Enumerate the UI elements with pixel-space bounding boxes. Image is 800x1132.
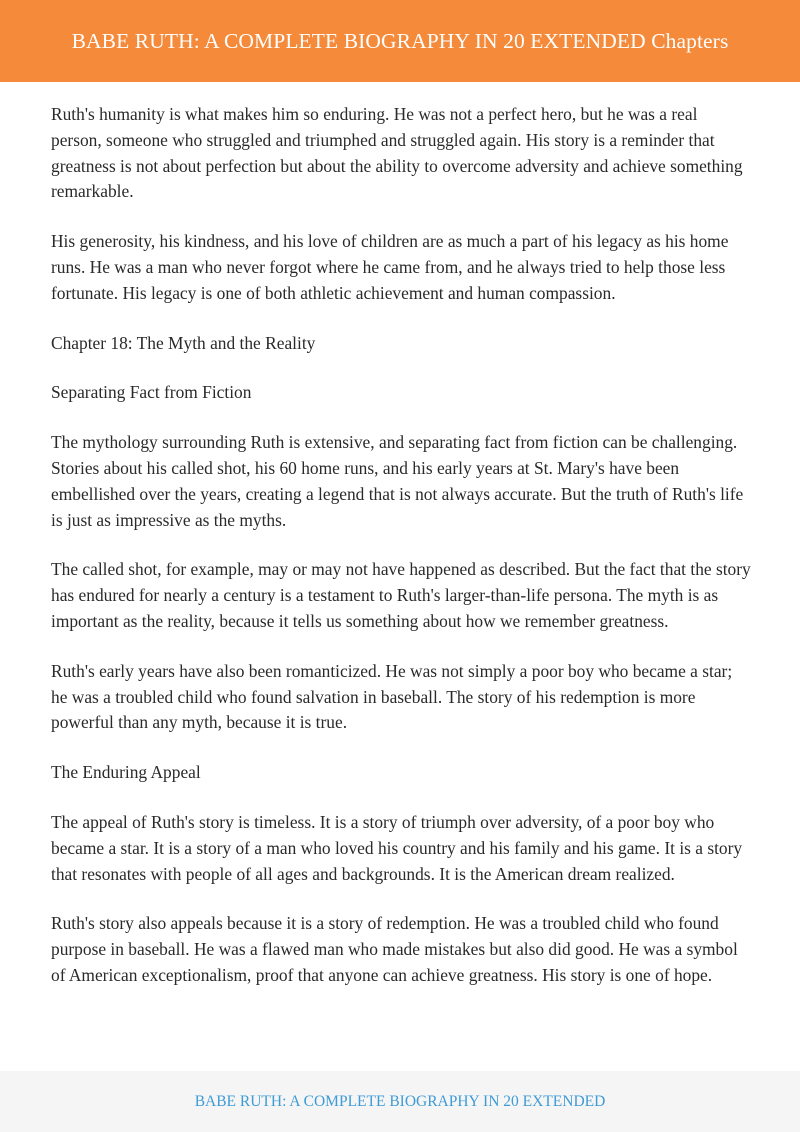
paragraph: Ruth's early years have also been romanticized. He was not simply a poor boy who became a star; he was a troubled child who found salvation in baseball. The story of his redemption is more powerful than any myth, because it is true. [51,660,733,733]
paragraph: Ruth's humanity is what makes him so enduring. He was not a perfect hero, but he was a real person, someone who struggled and triumphed and struggled again. His story is a reminder that greatness is not about perfection but about the ability to overcome adversity and achieve something remarkable. [51,104,743,202]
paragraph: The appeal of Ruth's story is timeless. It is a story of triumph over adversity, of a poor boy who became a star. It is a story of a man who loved his country and his family and his game. It is a story that resonates with people of all ages and backgrounds. It is the American dream realized. [51,811,743,884]
footer-text: BABE RUTH: A COMPLETE BIOGRAPHY IN 20 EXTENDED [194,1092,606,1110]
paragraph: The mythology surrounding Ruth is extensive, and separating fact from fiction can be challenging. Stories about his called shot, his 60 home runs, and his early years at St. Mary's have been embellished over the years, creating a legend that is not always accurate. But the truth of Ruth's life is just as impressive as the myths. [51,432,744,530]
chapter-heading: Chapter 18: The Myth and the Reality [51,332,316,353]
page-footer [0,1071,800,1132]
paragraph: His generosity, his kindness, and his love of children are as much a part of his legacy as his home runs. He was a man who never forgot where he came from, and he always tried to help those less fortunate. His legacy is one of both athletic achievement and human compassion. [51,231,729,303]
section-heading: The Enduring Appeal [51,762,201,783]
paragraph: The called shot, for example, may or may not have happened as described. But the fact that the story has endured for nearly a century is a testament to Ruth's larger-than-life persona. The myth is as important as the reality, because it tells us something about how we remember greatness. [51,559,751,631]
section-heading: Separating Fact from Fiction [51,382,252,403]
header-title: BABE RUTH: A COMPLETE BIOGRAPHY IN 20 EXTENDED Chapters [71,28,729,53]
paragraph: Ruth's story also appeals because it is a story of redemption. He was a troubled child who found purpose in baseball. He was a flawed man who made mistakes but also did good. He was a symbol of American exceptionalism, proof that anyone can achieve greatness. His story is one of hope. [51,913,738,985]
document-body [51,102,751,1013]
page-header [0,0,800,82]
